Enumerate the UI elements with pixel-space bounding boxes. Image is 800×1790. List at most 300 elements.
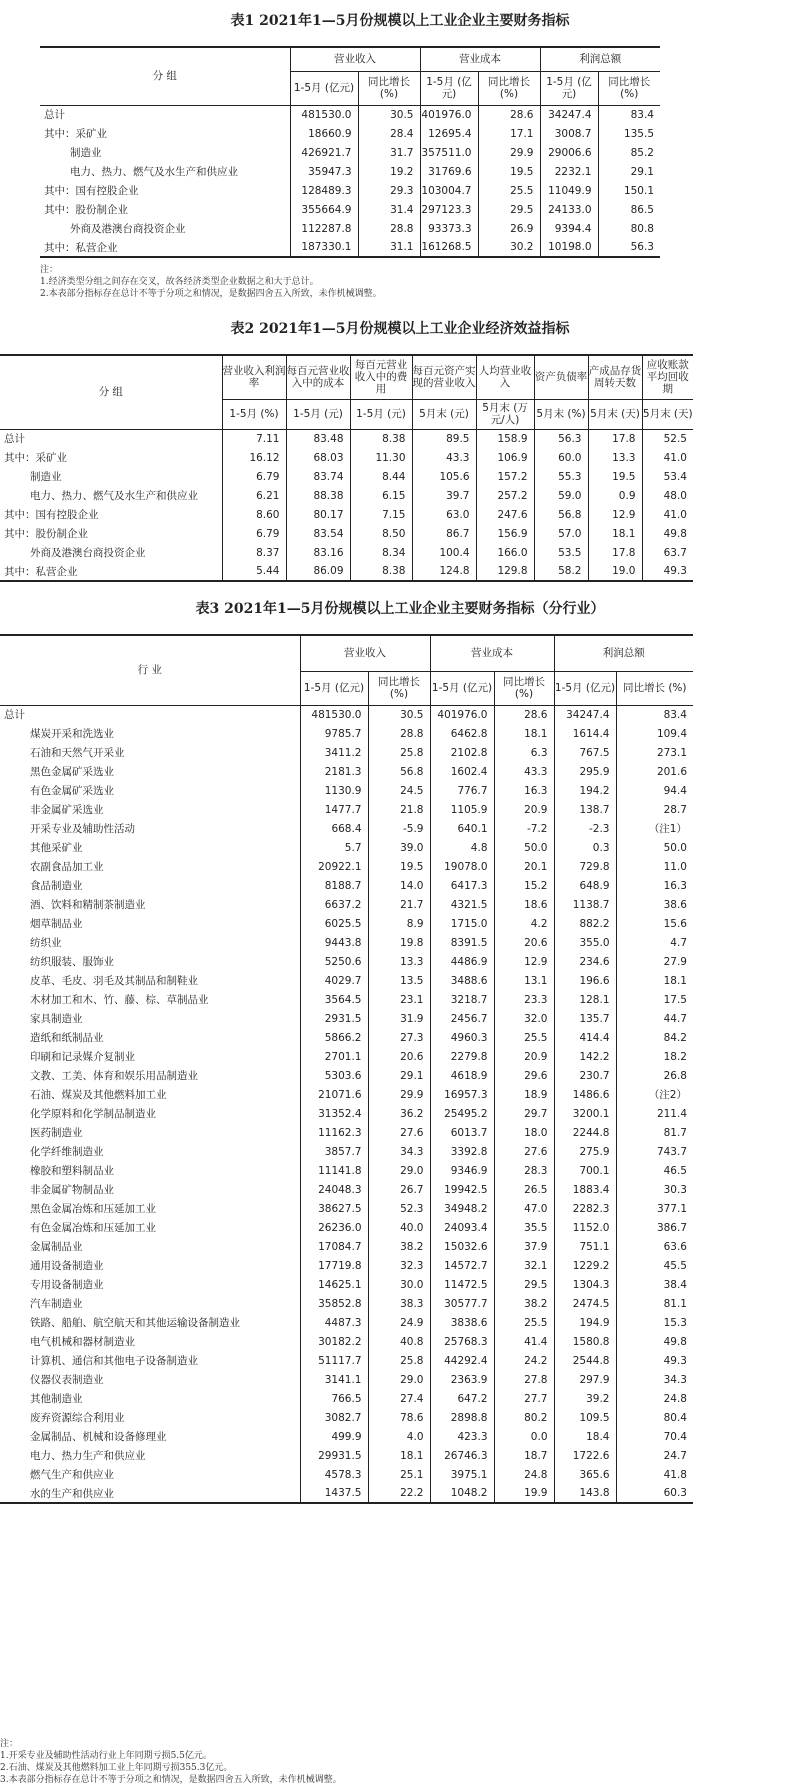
table3-cell: 21.8 — [368, 800, 430, 819]
table3-note-2: 2.石油、煤炭及其他燃料加工业上年同期亏损355.3亿元。 — [0, 1763, 233, 1773]
table1-cell: 9394.4 — [540, 219, 598, 238]
table3-cell: 17084.7 — [300, 1237, 368, 1256]
table3-cell: 34247.4 — [554, 705, 616, 724]
table3-cell: 49.8 — [616, 1332, 693, 1351]
table3-cell: 9346.9 — [430, 1161, 494, 1180]
table3-cell: 30.3 — [616, 1180, 693, 1199]
table3-cell: 12.9 — [494, 952, 554, 971]
table3-row — [0, 876, 693, 895]
table2-cell: 39.7 — [412, 486, 476, 505]
table2-row-label: 其中：私营企业 — [4, 565, 78, 578]
table3-cell: 11141.8 — [300, 1161, 368, 1180]
table2-cell: 13.3 — [588, 448, 642, 467]
table3-cell: 499.9 — [300, 1427, 368, 1446]
table3-cell: 36.2 — [368, 1104, 430, 1123]
table3-cell: 20.6 — [368, 1047, 430, 1066]
table3-cell: 41.4 — [494, 1332, 554, 1351]
table3-cell: 1715.0 — [430, 914, 494, 933]
table3-row — [0, 933, 693, 952]
table3-cell: 19.8 — [368, 933, 430, 952]
table1-cell: 85.2 — [598, 143, 660, 162]
table3-row — [0, 1028, 693, 1047]
table3-cell: 1105.9 — [430, 800, 494, 819]
table3-cell: 22.2 — [368, 1484, 430, 1503]
table3-cell: 47.0 — [494, 1199, 554, 1218]
table3-row-label: 汽车制造业 — [30, 1298, 83, 1310]
table3-cell: 41.8 — [616, 1465, 693, 1484]
table1-cell: 29.5 — [478, 200, 540, 219]
table3-cell: 19.9 — [494, 1484, 554, 1503]
table3-cell: 20.6 — [494, 933, 554, 952]
table1-colgroup-cost: 营业成本 — [420, 47, 540, 71]
table3-cell: 1614.4 — [554, 724, 616, 743]
table3-row-label: 橡胶和塑料制品业 — [30, 1165, 114, 1177]
table3-cell: 1304.3 — [554, 1275, 616, 1294]
table2-cell: 12.9 — [588, 505, 642, 524]
table3-cell: 766.5 — [300, 1389, 368, 1408]
table1-cell: 426921.7 — [290, 143, 358, 162]
table1-cell: 12695.4 — [420, 124, 478, 143]
table3-cell: 14625.1 — [300, 1275, 368, 1294]
table3-cell: 19942.5 — [430, 1180, 494, 1199]
table3-row — [0, 990, 693, 1009]
table3-cell: 20.9 — [494, 800, 554, 819]
table3-row — [0, 1085, 693, 1104]
table1-row-label: 其中：股份制企业 — [44, 204, 128, 216]
table1-cell: 25.5 — [478, 181, 540, 200]
table3-cell: 27.4 — [368, 1389, 430, 1408]
table3-cell: 18.6 — [494, 895, 554, 914]
table3-subhead-period: 1-5月 (亿元) — [300, 671, 368, 705]
table3-cell: 32.3 — [368, 1256, 430, 1275]
table3-cell: 1229.2 — [554, 1256, 616, 1275]
table3-cell: 28.3 — [494, 1161, 554, 1180]
table3-cell: 4029.7 — [300, 971, 368, 990]
table1-cell: 34247.4 — [540, 105, 598, 124]
table3-cell: 20.1 — [494, 857, 554, 876]
table3-cell: 729.8 — [554, 857, 616, 876]
table3-cell: 2456.7 — [430, 1009, 494, 1028]
table2-cell: 158.9 — [476, 429, 534, 448]
table3-cell: 3975.1 — [430, 1465, 494, 1484]
table3-cell: 16.3 — [494, 781, 554, 800]
table1-cell: 80.8 — [598, 219, 660, 238]
table1-row-label: 外商及港澳台商投资企业 — [70, 223, 186, 235]
table1-cell: 357511.0 — [420, 143, 478, 162]
table2-cell: 53.5 — [534, 543, 588, 562]
table3-cell: 2544.8 — [554, 1351, 616, 1370]
table3-cell: 2244.8 — [554, 1123, 616, 1142]
table2-col-header: 应收账款平均回收期 — [642, 355, 693, 399]
table3-cell: 1883.4 — [554, 1180, 616, 1199]
table3-row-label: 水的生产和供应业 — [30, 1487, 114, 1500]
table3-row-label: 铁路、船舶、航空航天和其他运输设备制造业 — [30, 1317, 240, 1329]
table3-cell: 18.9 — [494, 1085, 554, 1104]
table1-subhead-growth: 同比增长 (%) — [478, 71, 540, 105]
table2-row-label: 外商及港澳台商投资企业 — [30, 547, 146, 559]
table2-row-label: 其中：股份制企业 — [4, 528, 88, 540]
table3-cell: 135.7 — [554, 1009, 616, 1028]
table2-cell: 19.0 — [588, 562, 642, 581]
table3-cell: 648.9 — [554, 876, 616, 895]
table2-cell: 49.8 — [642, 524, 693, 543]
table3-row — [0, 1256, 693, 1275]
table3-cell: 743.7 — [616, 1142, 693, 1161]
table3-cell: 2279.8 — [430, 1047, 494, 1066]
table3-cell: 4321.5 — [430, 895, 494, 914]
table3-row-label: 皮革、毛皮、羽毛及其制品和制鞋业 — [30, 975, 198, 987]
table2-col-header: 人均营业收入 — [476, 355, 534, 399]
table1-cell: 26.9 — [478, 219, 540, 238]
table3-cell: 1138.7 — [554, 895, 616, 914]
table3-row-label: 仪器仪表制造业 — [30, 1374, 104, 1386]
table3-cell: 31.9 — [368, 1009, 430, 1028]
table3-cell: 35852.8 — [300, 1294, 368, 1313]
table3-row-label: 非金属矿采选业 — [30, 804, 104, 816]
table3-colgroup-cost: 营业成本 — [430, 635, 554, 671]
table3-cell: 3857.7 — [300, 1142, 368, 1161]
table2-col-unit: 1-5月 (%) — [222, 399, 286, 429]
table3-row-label: 电力、热力生产和供应业 — [30, 1450, 146, 1462]
table3-row — [0, 762, 693, 781]
table3-row — [0, 1066, 693, 1085]
table3-row-label: 家具制造业 — [30, 1013, 83, 1025]
table3-cell: 40.0 — [368, 1218, 430, 1237]
table3-cell: 35.5 — [494, 1218, 554, 1237]
table1-cell: 30.2 — [478, 238, 540, 257]
table1-cell: 28.6 — [478, 105, 540, 124]
table2-cell: 6.79 — [222, 524, 286, 543]
table2-cell: 53.4 — [642, 467, 693, 486]
table3-cell: 3411.2 — [300, 743, 368, 762]
table3-cell: 30182.2 — [300, 1332, 368, 1351]
table2-col-unit: 5月末 (天) — [588, 399, 642, 429]
table2-cell: 157.2 — [476, 467, 534, 486]
table3-cell: 26.5 — [494, 1180, 554, 1199]
table3-cell: 2701.1 — [300, 1047, 368, 1066]
table1-subhead-period: 1-5月 (亿元) — [290, 71, 358, 105]
table2-cell: 56.8 — [534, 505, 588, 524]
table3-cell: 29.5 — [494, 1275, 554, 1294]
table3-cell: 18.1 — [494, 724, 554, 743]
table3-row-label: 食品制造业 — [30, 880, 83, 892]
table2-cell: 8.50 — [350, 524, 412, 543]
table3-cell: 29.7 — [494, 1104, 554, 1123]
table3-cell: 38.3 — [368, 1294, 430, 1313]
table3-row-label: 木材加工和木、竹、藤、棕、草制品业 — [30, 994, 209, 1006]
table2-col-header: 营业收入利润率 — [222, 355, 286, 399]
table1-notes — [40, 264, 382, 300]
table2-col-header: 每百元资产实现的营业收入 — [412, 355, 476, 399]
table2-col-unit: 5月末 (%) — [534, 399, 588, 429]
table3-cell: 15.3 — [616, 1313, 693, 1332]
table3-cell: 60.3 — [616, 1484, 693, 1503]
table3-cell: 15032.6 — [430, 1237, 494, 1256]
table3-cell: 24.8 — [494, 1465, 554, 1484]
table1-cell: 83.4 — [598, 105, 660, 124]
table3-cell: 34.3 — [368, 1142, 430, 1161]
table3-row — [0, 1199, 693, 1218]
table1-note-1: 1.经济类型分组之间存在交叉，故各经济类型企业数据之和大于总计。 — [40, 277, 319, 287]
table3-cell: 16.3 — [616, 876, 693, 895]
table3-subhead-growth: 同比增长 (%) — [368, 671, 430, 705]
table2-col-unit: 5月末 (天) — [642, 399, 693, 429]
table3-cell: 13.5 — [368, 971, 430, 990]
table3-cell: 29.9 — [368, 1085, 430, 1104]
table1-row-label: 其中：私营企业 — [44, 241, 118, 254]
table3-cell: 5.7 — [300, 838, 368, 857]
table3-row — [0, 1218, 693, 1237]
table3-row-label: 黑色金属冶炼和压延加工业 — [30, 1203, 156, 1215]
table2-col-header: 资产负债率 — [534, 355, 588, 399]
table2-cell: 88.38 — [286, 486, 350, 505]
table2-cell: 129.8 — [476, 562, 534, 581]
table1-cell: 10198.0 — [540, 238, 598, 257]
table3-cell: 25495.2 — [430, 1104, 494, 1123]
table3-cell: 201.6 — [616, 762, 693, 781]
table2-cell: 43.3 — [412, 448, 476, 467]
table3-row — [0, 1446, 693, 1465]
table3-cell: 273.1 — [616, 743, 693, 762]
table2-cell: 49.3 — [642, 562, 693, 581]
table3-cell: 27.8 — [494, 1370, 554, 1389]
table2-col-unit: 5月末 (万元/人) — [476, 399, 534, 429]
table3-row-label: 文教、工美、体育和娱乐用品制造业 — [30, 1070, 198, 1082]
table3-cell: 138.7 — [554, 800, 616, 819]
table3-cell: 194.2 — [554, 781, 616, 800]
table3-cell: 2102.8 — [430, 743, 494, 762]
table3-cell: 51117.7 — [300, 1351, 368, 1370]
table3-cell: 18.7 — [494, 1446, 554, 1465]
table3-cell: 28.7 — [616, 800, 693, 819]
table3-row — [0, 1389, 693, 1408]
table3-cell: 13.1 — [494, 971, 554, 990]
table3-row-label: 专用设备制造业 — [30, 1279, 104, 1291]
table2-row-label: 其中：采矿业 — [4, 452, 67, 464]
table3-cell: 24.5 — [368, 781, 430, 800]
table3-note-3: 3.本表部分指标存在总计不等于分项之和情况，是数据四舍五入所致，未作机械调整。 — [0, 1775, 342, 1785]
table3-cell: 234.6 — [554, 952, 616, 971]
table1-cell: 112287.8 — [290, 219, 358, 238]
table3-row-label: 金属制品、机械和设备修理业 — [30, 1431, 167, 1443]
table3-cell: 4486.9 — [430, 952, 494, 971]
table3-row-label: 金属制品业 — [30, 1241, 83, 1253]
table3-cell: 6462.8 — [430, 724, 494, 743]
table1-cell: 29.1 — [598, 162, 660, 181]
table2-cell: 8.60 — [222, 505, 286, 524]
table3-cell: 4.7 — [616, 933, 693, 952]
table3-row — [0, 895, 693, 914]
table2-cell: 89.5 — [412, 429, 476, 448]
table1-cell: 128489.3 — [290, 181, 358, 200]
table2-cell: 41.0 — [642, 448, 693, 467]
table3-row-label: 农副食品加工业 — [30, 861, 104, 873]
table1-cell: 35947.3 — [290, 162, 358, 181]
table3-row-label: 纺织业 — [30, 937, 62, 949]
table3-group-header: 行 业 — [0, 635, 300, 705]
table3-cell: 640.1 — [430, 819, 494, 838]
table3-row — [0, 819, 693, 838]
table3-row-label: 有色金属冶炼和压延加工业 — [30, 1222, 156, 1234]
table3-title: 表3 2021年1—5月份规模以上工业企业主要财务指标（分行业） — [195, 601, 605, 617]
table3-cell: 80.4 — [616, 1408, 693, 1427]
table3-cell: 40.8 — [368, 1332, 430, 1351]
table1-colgroup-revenue: 营业收入 — [290, 47, 420, 71]
table2-cell: 19.5 — [588, 467, 642, 486]
table2-cell: 83.74 — [286, 467, 350, 486]
table3-cell: 84.2 — [616, 1028, 693, 1047]
table3-cell: 6.3 — [494, 743, 554, 762]
table3-cell: 109.5 — [554, 1408, 616, 1427]
table3-cell: 24048.3 — [300, 1180, 368, 1199]
table3-cell: 1130.9 — [300, 781, 368, 800]
table3-cell: 13.3 — [368, 952, 430, 971]
table3-cell: 37.9 — [494, 1237, 554, 1256]
table2-col-header: 每百元营业收入中的费用 — [350, 355, 412, 399]
table3-cell: 38.6 — [616, 895, 693, 914]
table3-cell: 18.0 — [494, 1123, 554, 1142]
table2-cell: 6.15 — [350, 486, 412, 505]
table3-row-label: 其他采矿业 — [30, 842, 83, 854]
table1-row — [40, 124, 660, 143]
table3-cell: 30577.7 — [430, 1294, 494, 1313]
table3-cell: 29.0 — [368, 1370, 430, 1389]
table3-cell: 25.5 — [494, 1028, 554, 1047]
table3-cell: 94.4 — [616, 781, 693, 800]
table3-cell: 6025.5 — [300, 914, 368, 933]
table1-row — [40, 238, 660, 257]
table3-cell: 1486.6 — [554, 1085, 616, 1104]
table3-row-label: 造纸和纸制品业 — [30, 1032, 104, 1044]
table3-row — [0, 857, 693, 876]
table2-cell: 5.44 — [222, 562, 286, 581]
table3-cell: 38627.5 — [300, 1199, 368, 1218]
table2-cell: 8.37 — [222, 543, 286, 562]
table2-cell: 6.21 — [222, 486, 286, 505]
table3-cell: 45.5 — [616, 1256, 693, 1275]
table3-cell: 18.4 — [554, 1427, 616, 1446]
table3-cell: 4618.9 — [430, 1066, 494, 1085]
table1-group-header: 分 组 — [40, 47, 290, 105]
table2-group-header: 分 组 — [0, 355, 222, 429]
table2-cell: 55.3 — [534, 467, 588, 486]
table3-row-label: 黑色金属矿采选业 — [30, 766, 114, 778]
table3-cell: 24.9 — [368, 1313, 430, 1332]
table2-cell: 68.03 — [286, 448, 350, 467]
table3-cell: 4487.3 — [300, 1313, 368, 1332]
table3-cell: 1477.7 — [300, 800, 368, 819]
table3-cell: 80.2 — [494, 1408, 554, 1427]
table3-cell: 2181.3 — [300, 762, 368, 781]
table1-row-label: 总计 — [44, 109, 65, 122]
table1-subhead-period: 1-5月 (亿元) — [420, 71, 478, 105]
table3-cell: 15.6 — [616, 914, 693, 933]
table3-cell: 52.3 — [368, 1199, 430, 1218]
table3-cell: 211.4 — [616, 1104, 693, 1123]
table3-cell: 3141.1 — [300, 1370, 368, 1389]
table2-cell: 59.0 — [534, 486, 588, 505]
table3-cell: 30.0 — [368, 1275, 430, 1294]
table3-cell: 28.8 — [368, 724, 430, 743]
table2-cell: 58.2 — [534, 562, 588, 581]
table3-row — [0, 1142, 693, 1161]
table3-cell: 196.6 — [554, 971, 616, 990]
table3-cell: 5866.2 — [300, 1028, 368, 1047]
table2-cell: 8.38 — [350, 429, 412, 448]
table2-row — [0, 524, 693, 543]
table3-cell: 27.9 — [616, 952, 693, 971]
table1-cell: 2232.1 — [540, 162, 598, 181]
table3-cell: 83.4 — [616, 705, 693, 724]
table3-cell: 275.9 — [554, 1142, 616, 1161]
table3-cell: 647.2 — [430, 1389, 494, 1408]
table3-cell: 0.3 — [554, 838, 616, 857]
table3-cell: （注2） — [616, 1085, 693, 1104]
table2-cell: 63.7 — [642, 543, 693, 562]
table1-cell: 29.3 — [358, 181, 420, 200]
table1-cell: 17.1 — [478, 124, 540, 143]
table3-cell: 27.7 — [494, 1389, 554, 1408]
table3-cell: 11162.3 — [300, 1123, 368, 1142]
table1-subhead-period: 1-5月 (亿元) — [540, 71, 598, 105]
table1-cell: 19.5 — [478, 162, 540, 181]
table2-cell: 18.1 — [588, 524, 642, 543]
table3-cell: 19.5 — [368, 857, 430, 876]
table3 — [0, 634, 693, 1504]
table3-cell: 32.1 — [494, 1256, 554, 1275]
table1-cell: 18660.9 — [290, 124, 358, 143]
table3-cell: 142.2 — [554, 1047, 616, 1066]
table3-cell: 18.2 — [616, 1047, 693, 1066]
table2 — [0, 354, 693, 582]
table3-cell: 5303.6 — [300, 1066, 368, 1085]
table3-cell: 3082.7 — [300, 1408, 368, 1427]
table2-cell: 17.8 — [588, 543, 642, 562]
table1-cell: 86.5 — [598, 200, 660, 219]
table3-cell: 1437.5 — [300, 1484, 368, 1503]
table1-note-2: 2.本表部分指标存在总计不等于分项之和情况，是数据四舍五入所致，未作机械调整。 — [40, 289, 382, 299]
table2-title: 表2 2021年1—5月份规模以上工业企业经济效益指标 — [230, 321, 570, 337]
table3-cell: 4578.3 — [300, 1465, 368, 1484]
table3-cell: 24.8 — [616, 1389, 693, 1408]
table3-cell: 668.4 — [300, 819, 368, 838]
table3-note-0: 注： — [0, 1739, 19, 1749]
table2-cell: 80.17 — [286, 505, 350, 524]
table3-cell: 767.5 — [554, 743, 616, 762]
table2-row — [0, 429, 693, 448]
table3-subhead-growth: 同比增长 (%) — [494, 671, 554, 705]
table3-cell: 25.1 — [368, 1465, 430, 1484]
table2-row — [0, 467, 693, 486]
table2-cell: 8.44 — [350, 467, 412, 486]
table3-cell: 43.3 — [494, 762, 554, 781]
table3-cell: 21.7 — [368, 895, 430, 914]
table3-cell: 14.0 — [368, 876, 430, 895]
table3-cell: 23.1 — [368, 990, 430, 1009]
table3-row — [0, 1427, 693, 1446]
table1-cell: 28.4 — [358, 124, 420, 143]
table1-row — [40, 143, 660, 162]
table2-cell: 7.11 — [222, 429, 286, 448]
table3-row-label: 有色金属矿采选业 — [30, 785, 114, 797]
table3-cell: 6013.7 — [430, 1123, 494, 1142]
table3-row — [0, 1351, 693, 1370]
table1-cell: 31.1 — [358, 238, 420, 257]
table3-cell: 24.7 — [616, 1446, 693, 1465]
table3-cell: 1048.2 — [430, 1484, 494, 1503]
table3-row-label: 纺织服装、服饰业 — [30, 956, 114, 968]
table2-cell: 63.0 — [412, 505, 476, 524]
